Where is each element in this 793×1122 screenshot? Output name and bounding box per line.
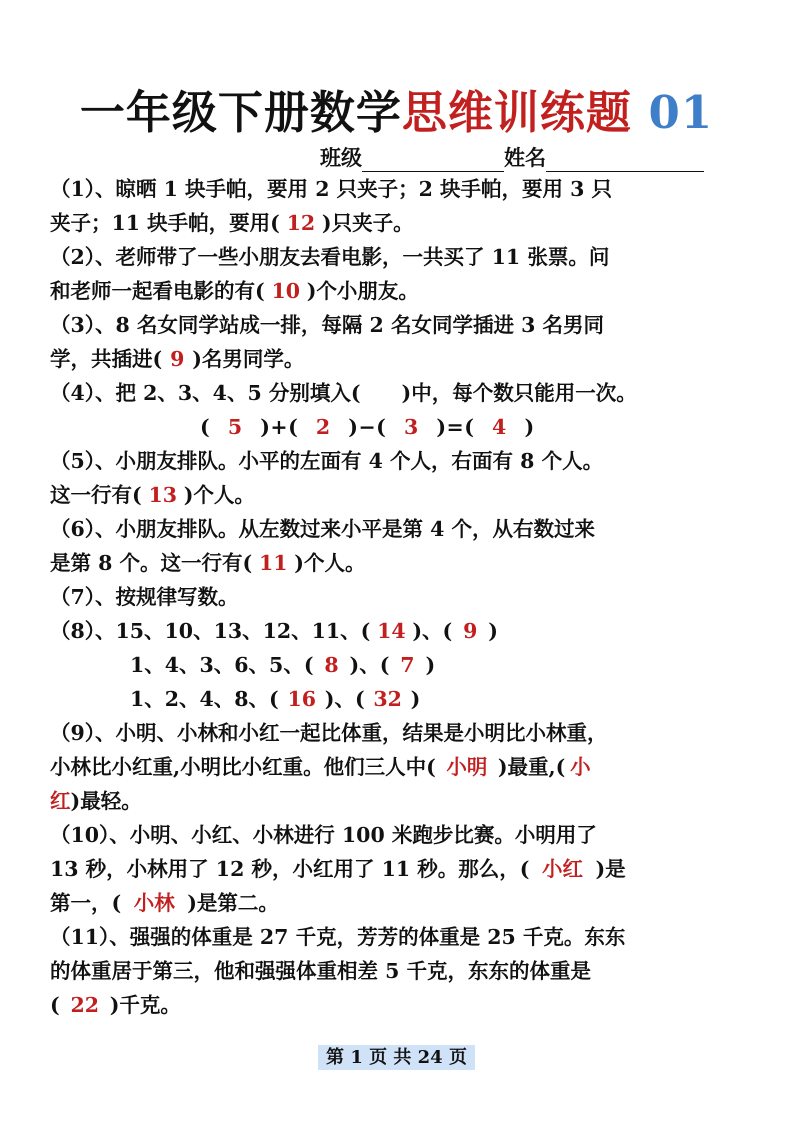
q6-line1: [50, 512, 750, 546]
q9-answer-1: 小明: [446, 755, 488, 779]
q8-r3-text: 1、2、4、8、(: [130, 687, 279, 711]
q8-r1-text: （8）、15、10、13、12、11、(: [50, 619, 371, 643]
q4-minus: )−(: [348, 415, 387, 439]
q5-text-b: 这一行有(: [50, 483, 142, 507]
q11-text: （11）、强强的体重是 27 千克，芳芳的体重是 25 千克。东东: [50, 925, 626, 949]
q9-text-d: )最轻。: [70, 789, 142, 813]
q4-answer-4: 4: [492, 415, 507, 439]
q4-text: （4）、把 2、3、4、5 分别填入( )中，每个数只能用一次。: [50, 381, 637, 405]
q10-line3: [50, 886, 750, 920]
q8-row1: [50, 614, 750, 648]
q8-row2: [50, 648, 750, 682]
q2-text: （2）、老师带了一些小朋友去看电影，一共买了 11 张票。问: [50, 245, 610, 269]
q10-line1: [50, 818, 750, 852]
q3-line1: [50, 308, 750, 342]
q1-line2: [50, 206, 750, 240]
q11-text-d: )千克。: [109, 993, 181, 1017]
q2-answer: 10: [271, 279, 300, 303]
q4-paren: (: [200, 415, 211, 439]
q3-answer: 9: [170, 347, 185, 371]
class-blank[interactable]: [362, 149, 504, 172]
q8-r2-close: ): [425, 653, 436, 677]
q7-text: （7）、按规律写数。: [50, 585, 239, 609]
q11-line3: [50, 988, 750, 1022]
q4-paren-close: ): [524, 415, 535, 439]
q3-text-b: 学，共插进(: [50, 347, 163, 371]
q8-r1-answer-2: 9: [463, 619, 478, 643]
q6-text-b: 是第 8 个。这一行有(: [50, 551, 253, 575]
q9-answer-2b: 红: [50, 789, 71, 813]
q8-row3: [50, 682, 750, 716]
q4-equals: )=(: [436, 415, 475, 439]
q9-line1: [50, 716, 750, 750]
name-blank[interactable]: [546, 149, 704, 172]
q8-r2-answer-2: 7: [400, 653, 415, 677]
q5-line1: [50, 444, 750, 478]
q1-text-c: )只夹子。: [321, 211, 414, 235]
q4-formula: [50, 410, 750, 444]
title-part-black: 一年级下册数学: [79, 86, 402, 139]
q4-answer-2: 2: [315, 415, 331, 439]
q10-text-c: )是: [595, 857, 626, 881]
q9-answer-2a: 小: [570, 755, 591, 779]
q8-r3-close: ): [410, 687, 421, 711]
q8-r2-text: 1、4、3、6、5、(: [130, 653, 314, 677]
q9-text-c: )最重,(: [497, 755, 566, 779]
q4-line1: [50, 376, 750, 410]
q5-text-c: )个人。: [183, 483, 255, 507]
q8-r3-answer-1: 16: [287, 687, 317, 711]
page-footer: [0, 1043, 793, 1069]
q9-text: （9）、小明、小林和小红一起比体重，结果是小明比小林重，: [50, 721, 608, 745]
q8-r3-sep: )、(: [324, 687, 365, 711]
questions: [50, 172, 750, 1022]
q6-text-c: )个人。: [294, 551, 366, 575]
q1-text-b: 夹子；11 块手帕，要用(: [50, 211, 280, 235]
q3-text: （3）、8 名女同学站成一排，每隔 2 名女同学插进 3 名男同: [50, 313, 604, 337]
q10-answer-2: 小林: [133, 891, 175, 915]
page-number: 第 1 页 共 24 页: [318, 1045, 475, 1070]
q10-line2: [50, 852, 750, 886]
q5-text: （5）、小朋友排队。小平的左面有 4 个人，右面有 8 个人。: [50, 449, 604, 473]
q6-line2: [50, 546, 750, 580]
q3-text-c: )名男同学。: [192, 347, 305, 371]
q8-r1-close: ): [488, 619, 498, 643]
q2-text-b: 和老师一起看电影的有(: [50, 279, 265, 303]
q10-answer-1: 小红: [541, 857, 583, 881]
q4-answer-1: 5: [227, 415, 243, 439]
q9-text-b: 小林比小红重,小明比小红重。他们三人中(: [50, 755, 436, 779]
title-part-number: 01: [648, 86, 714, 139]
q2-line2: [50, 274, 750, 308]
q11-text-b: 的体重居于第三，他和强强体重相差 5 千克，东东的体重是: [50, 959, 592, 983]
q8-r3-answer-2: 32: [373, 687, 402, 711]
name-label: 姓名: [504, 145, 546, 170]
q11-answer: 22: [70, 993, 99, 1017]
class-label: 班级: [320, 145, 362, 170]
q10-text-e: )是第二。: [187, 891, 279, 915]
class-name-line: [320, 142, 704, 172]
q5-line2: [50, 478, 750, 512]
q1-answer: 12: [286, 211, 316, 235]
q3-line2: [50, 342, 750, 376]
q9-line3: [50, 784, 750, 818]
q8-r2-sep: )、(: [349, 653, 390, 677]
q8-r2-answer-1: 8: [324, 653, 339, 677]
q10-text-b: 13 秒，小林用了 12 秒，小红用了 11 秒。那么，(: [50, 857, 530, 881]
q4-plus: )+(: [260, 415, 299, 439]
q7-line1: [50, 580, 750, 614]
q11-text-c: (: [50, 993, 60, 1017]
q2-line1: [50, 240, 750, 274]
q8-r1-answer-1: 14: [377, 619, 406, 643]
page-title: [0, 76, 793, 141]
q1-line1: [50, 172, 750, 206]
q9-line2: [50, 750, 750, 784]
q1-text: （1）、晾晒 1 块手帕，要用 2 只夹子；2 块手帕，要用 3 只: [50, 177, 613, 201]
title-part-red: 思维训练题: [401, 86, 632, 139]
q2-text-c: )个小朋友。: [306, 279, 419, 303]
q8-r1-sep: )、(: [412, 619, 453, 643]
q4-answer-3: 3: [403, 415, 419, 439]
q11-line1: [50, 920, 750, 954]
q11-line2: [50, 954, 750, 988]
q6-text: （6）、小朋友排队。从左数过来小平是第 4 个，从右数过来: [50, 517, 596, 541]
q10-text: （10）、小明、小红、小林进行 100 米跑步比赛。小明用了: [50, 823, 597, 847]
q5-answer: 13: [148, 483, 177, 507]
q6-answer: 11: [258, 551, 288, 575]
q10-text-d: 第一，(: [50, 891, 122, 915]
